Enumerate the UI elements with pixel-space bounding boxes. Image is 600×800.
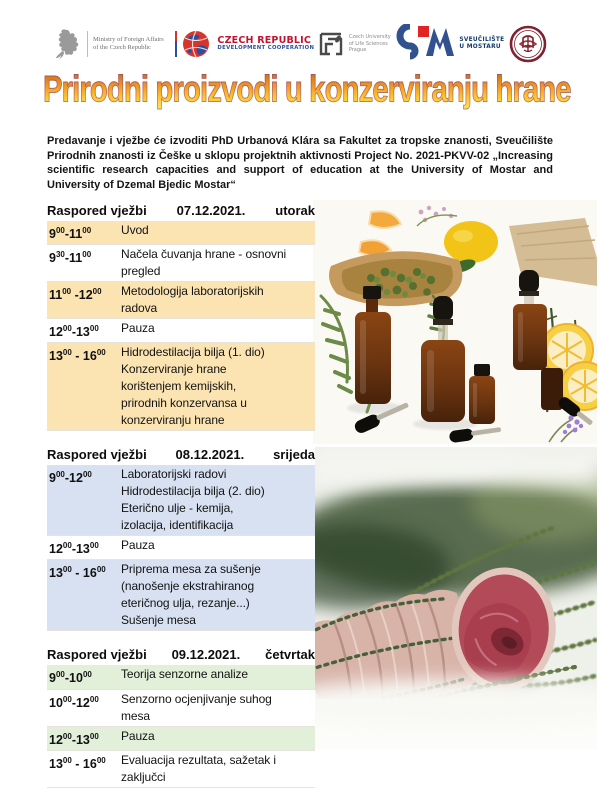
czech-tricolor-bar bbox=[175, 31, 177, 57]
activity-description: Evaluacija rezultata, sažetak i zaključci bbox=[121, 752, 276, 784]
time-range: $12^{00}-13^{00}$ bbox=[49, 731, 99, 747]
globe-icon bbox=[180, 28, 212, 60]
sum-icon bbox=[396, 24, 454, 64]
schedule-label: Raspored vježbi bbox=[47, 647, 147, 663]
sum-logo-text bbox=[459, 37, 504, 51]
schedule-date: 08.12.2021. bbox=[175, 447, 245, 463]
czu-monogram-icon bbox=[318, 31, 344, 57]
time-range: $13^{00} - 16^{00}$ bbox=[49, 348, 106, 364]
schedule-utorak bbox=[47, 201, 315, 431]
intro-paragraph: Predavanje i vježbe će izvoditi PhD Urbanová Klára sa Fakultet za tropske znanosti, Sveučilište Prirodnih znanosti iz Češke u sklopu projektnih aktivnosti Project No. 2021-PKVV-02 „Increasing scientific research capacities and support of education at the University of Mostar and University of Dzemal Bjedic Mostar“ bbox=[47, 135, 553, 191]
schedule-row bbox=[47, 245, 315, 282]
activity-description: Uvod bbox=[121, 223, 149, 237]
schedule-date: 07.12.2021. bbox=[176, 203, 246, 218]
title-banner bbox=[0, 69, 600, 111]
time-range: $9^{00}-10^{00}$ bbox=[49, 670, 92, 686]
time-range: $10^{00}-12^{00}$ bbox=[49, 694, 99, 710]
logo-strip bbox=[52, 18, 548, 70]
university-seal-icon bbox=[508, 24, 548, 64]
schedule-četvrtak bbox=[47, 645, 315, 787]
time-range: $9^{00}-12^{00}$ bbox=[49, 470, 92, 486]
schedules bbox=[47, 201, 315, 788]
essential-oils-herbs-photo bbox=[313, 200, 597, 444]
schedule-row bbox=[47, 727, 315, 751]
activity-description: Laboratorijski radovi Hidrodestilacija bilja (2. dio) Eterično ulje - kemija, izolacija, identifikacija bbox=[121, 467, 265, 533]
schedule-srijeda bbox=[47, 445, 315, 631]
activity-description: Pauza bbox=[121, 538, 155, 553]
schedule-row bbox=[47, 665, 315, 689]
schedule-row bbox=[47, 751, 315, 788]
time-range: $12^{00}-13^{00}$ bbox=[49, 541, 99, 557]
schedule-row bbox=[47, 282, 315, 319]
mfa-line2: of the Czech Republic bbox=[93, 44, 151, 51]
schedule-day: utorak bbox=[275, 203, 315, 218]
activity-description: Metodologija laboratorijskih radova bbox=[121, 284, 264, 316]
activity-description: Hidrodestilacija bilja (1. dio) Konzerviranje hrane korištenjem kemijskih, prirodnih konzervansa u konzerviranju hrane bbox=[121, 345, 265, 428]
schedule-date: 09.12.2021. bbox=[171, 647, 241, 663]
sum-line2: U MOSTARU bbox=[459, 44, 501, 50]
time-range: $12^{00}-13^{00}$ bbox=[49, 324, 99, 340]
devco-line1: CZECH REPUBLIC bbox=[217, 34, 312, 46]
activity-description: Pauza bbox=[121, 321, 155, 336]
schedule-day: četvrtak bbox=[265, 647, 315, 663]
logo-university-seal bbox=[508, 24, 548, 64]
logo-divider bbox=[87, 31, 88, 57]
logo-czu bbox=[318, 31, 393, 57]
logo-czech-development bbox=[180, 28, 314, 60]
devco-line2: DEVELOPMENT COOPERATION bbox=[217, 45, 315, 52]
page-title: Prirodni proizvodi u konzerviranju hrane bbox=[42, 69, 571, 111]
logo-sum bbox=[396, 24, 504, 64]
schedule-day: srijeda bbox=[273, 447, 315, 463]
schedule-label: Raspored vježbi bbox=[47, 203, 147, 218]
schedule-row bbox=[47, 690, 315, 727]
activity-description: Načela čuvanja hrane - osnovni pregled bbox=[121, 247, 287, 279]
activity-description: Pauza bbox=[121, 728, 155, 743]
schedule-row bbox=[47, 319, 315, 343]
schedule-label: Raspored vježbi bbox=[47, 447, 147, 463]
time-range: $9^{00}-11^{00}$ bbox=[49, 226, 92, 242]
time-range: $13^{00} - 16^{00}$ bbox=[49, 755, 106, 771]
mfa-line1: Ministry of Foreign Affairs bbox=[93, 35, 164, 43]
mfa-logo-text bbox=[93, 36, 164, 52]
time-range: $11^{00}$ $-12^{00}$ bbox=[49, 287, 102, 303]
czech-lion-icon bbox=[52, 27, 82, 61]
time-range: $9^{30}-11^{00}$ bbox=[49, 250, 92, 266]
activity-description: Priprema mesa za sušenje (nanošenje ekstrahiranog eteričnog ulja, rezanje...) Sušenje mesa bbox=[121, 562, 261, 628]
time-range: $13^{00} - 16^{00}$ bbox=[49, 565, 106, 581]
logo-mfa-czech bbox=[52, 27, 177, 61]
schedule-header bbox=[47, 201, 315, 221]
schedule-row bbox=[47, 343, 315, 431]
schedule-row bbox=[47, 465, 315, 536]
schedule-row bbox=[47, 221, 315, 245]
activity-description: Senzorno ocjenjivanje suhog mesa bbox=[121, 691, 272, 723]
devco-logo-text bbox=[217, 36, 314, 52]
activity-description: Teorija senzorne analize bbox=[121, 667, 249, 682]
schedule-row bbox=[47, 536, 315, 560]
cured-meat-thyme-photo bbox=[315, 447, 597, 749]
schedule-row bbox=[47, 560, 315, 631]
sum-line1: SVEUČILIŠTE bbox=[459, 37, 505, 44]
czu-logo-text: Czech University of Life Sciences Prague bbox=[348, 34, 391, 54]
schedule-header bbox=[47, 445, 315, 465]
schedule-header bbox=[47, 645, 315, 665]
